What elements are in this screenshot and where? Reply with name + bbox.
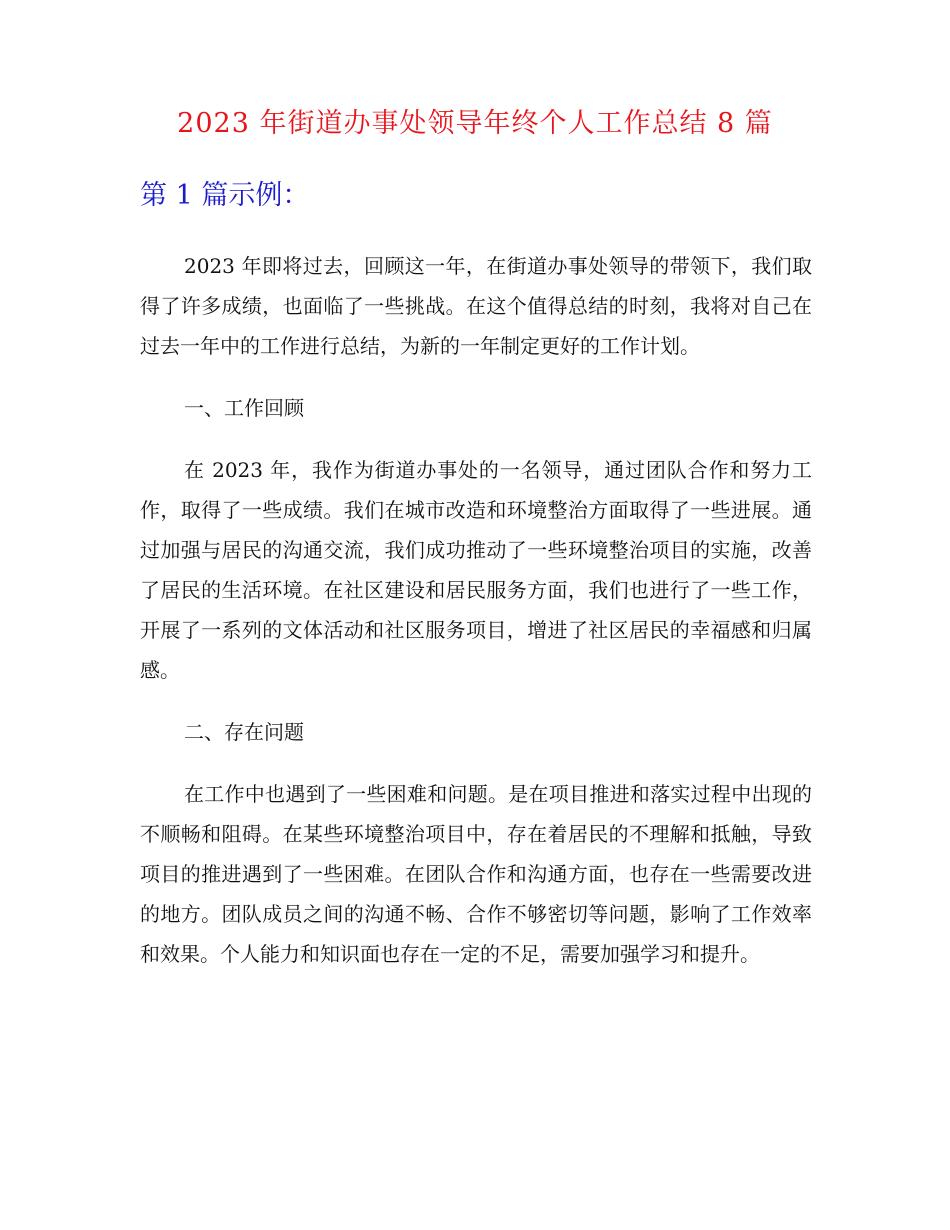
example-subtitle: 第 1 篇示例： (140, 180, 310, 211)
document-body (140, 246, 812, 996)
review-paragraph: 在 2023 年，我作为街道办事处的一名领导，通过团队合作和努力工作，取得了一些成绩。我们在城市改造和环境整治方面取得了一些进展。通过加强与居民的沟通交流，我们成功推动了一些环境整治项目的实施，改善了居民的生活环境。在社区建设和居民服务方面，我们也进行了一些工作，开展了一系列的文体活动和社区服务项目，增进了社区居民的幸福感和归属感。 (140, 458, 812, 682)
problems-paragraph: 在工作中也遇到了一些困难和问题。是在项目推进和落实过程中出现的不顺畅和阻碍。在某些环境整治项目中，存在着居民的不理解和抵触，导致项目的推进遇到了一些困难。在团队合作和沟通方面，也存在一些需要改进的地方。团队成员之间的沟通不畅、合作不够密切等问题，影响了工作效率和效果。个人能力和知识面也存在一定的不足，需要加强学习和提升。 (140, 782, 812, 966)
intro-paragraph: 2023 年即将过去，回顾这一年，在街道办事处领导的带领下，我们取得了许多成绩，也面临了一些挑战。在这个值得总结的时刻，我将对自己在过去一年中的工作进行总结，为新的一年制定更好的工作计划。 (140, 254, 812, 358)
section-heading-review: 一、工作回顾 (184, 396, 304, 420)
section-heading-problems: 二、存在问题 (184, 720, 304, 744)
document-title: 2023 年街道办事处领导年终个人工作总结 8 篇 (177, 108, 773, 139)
